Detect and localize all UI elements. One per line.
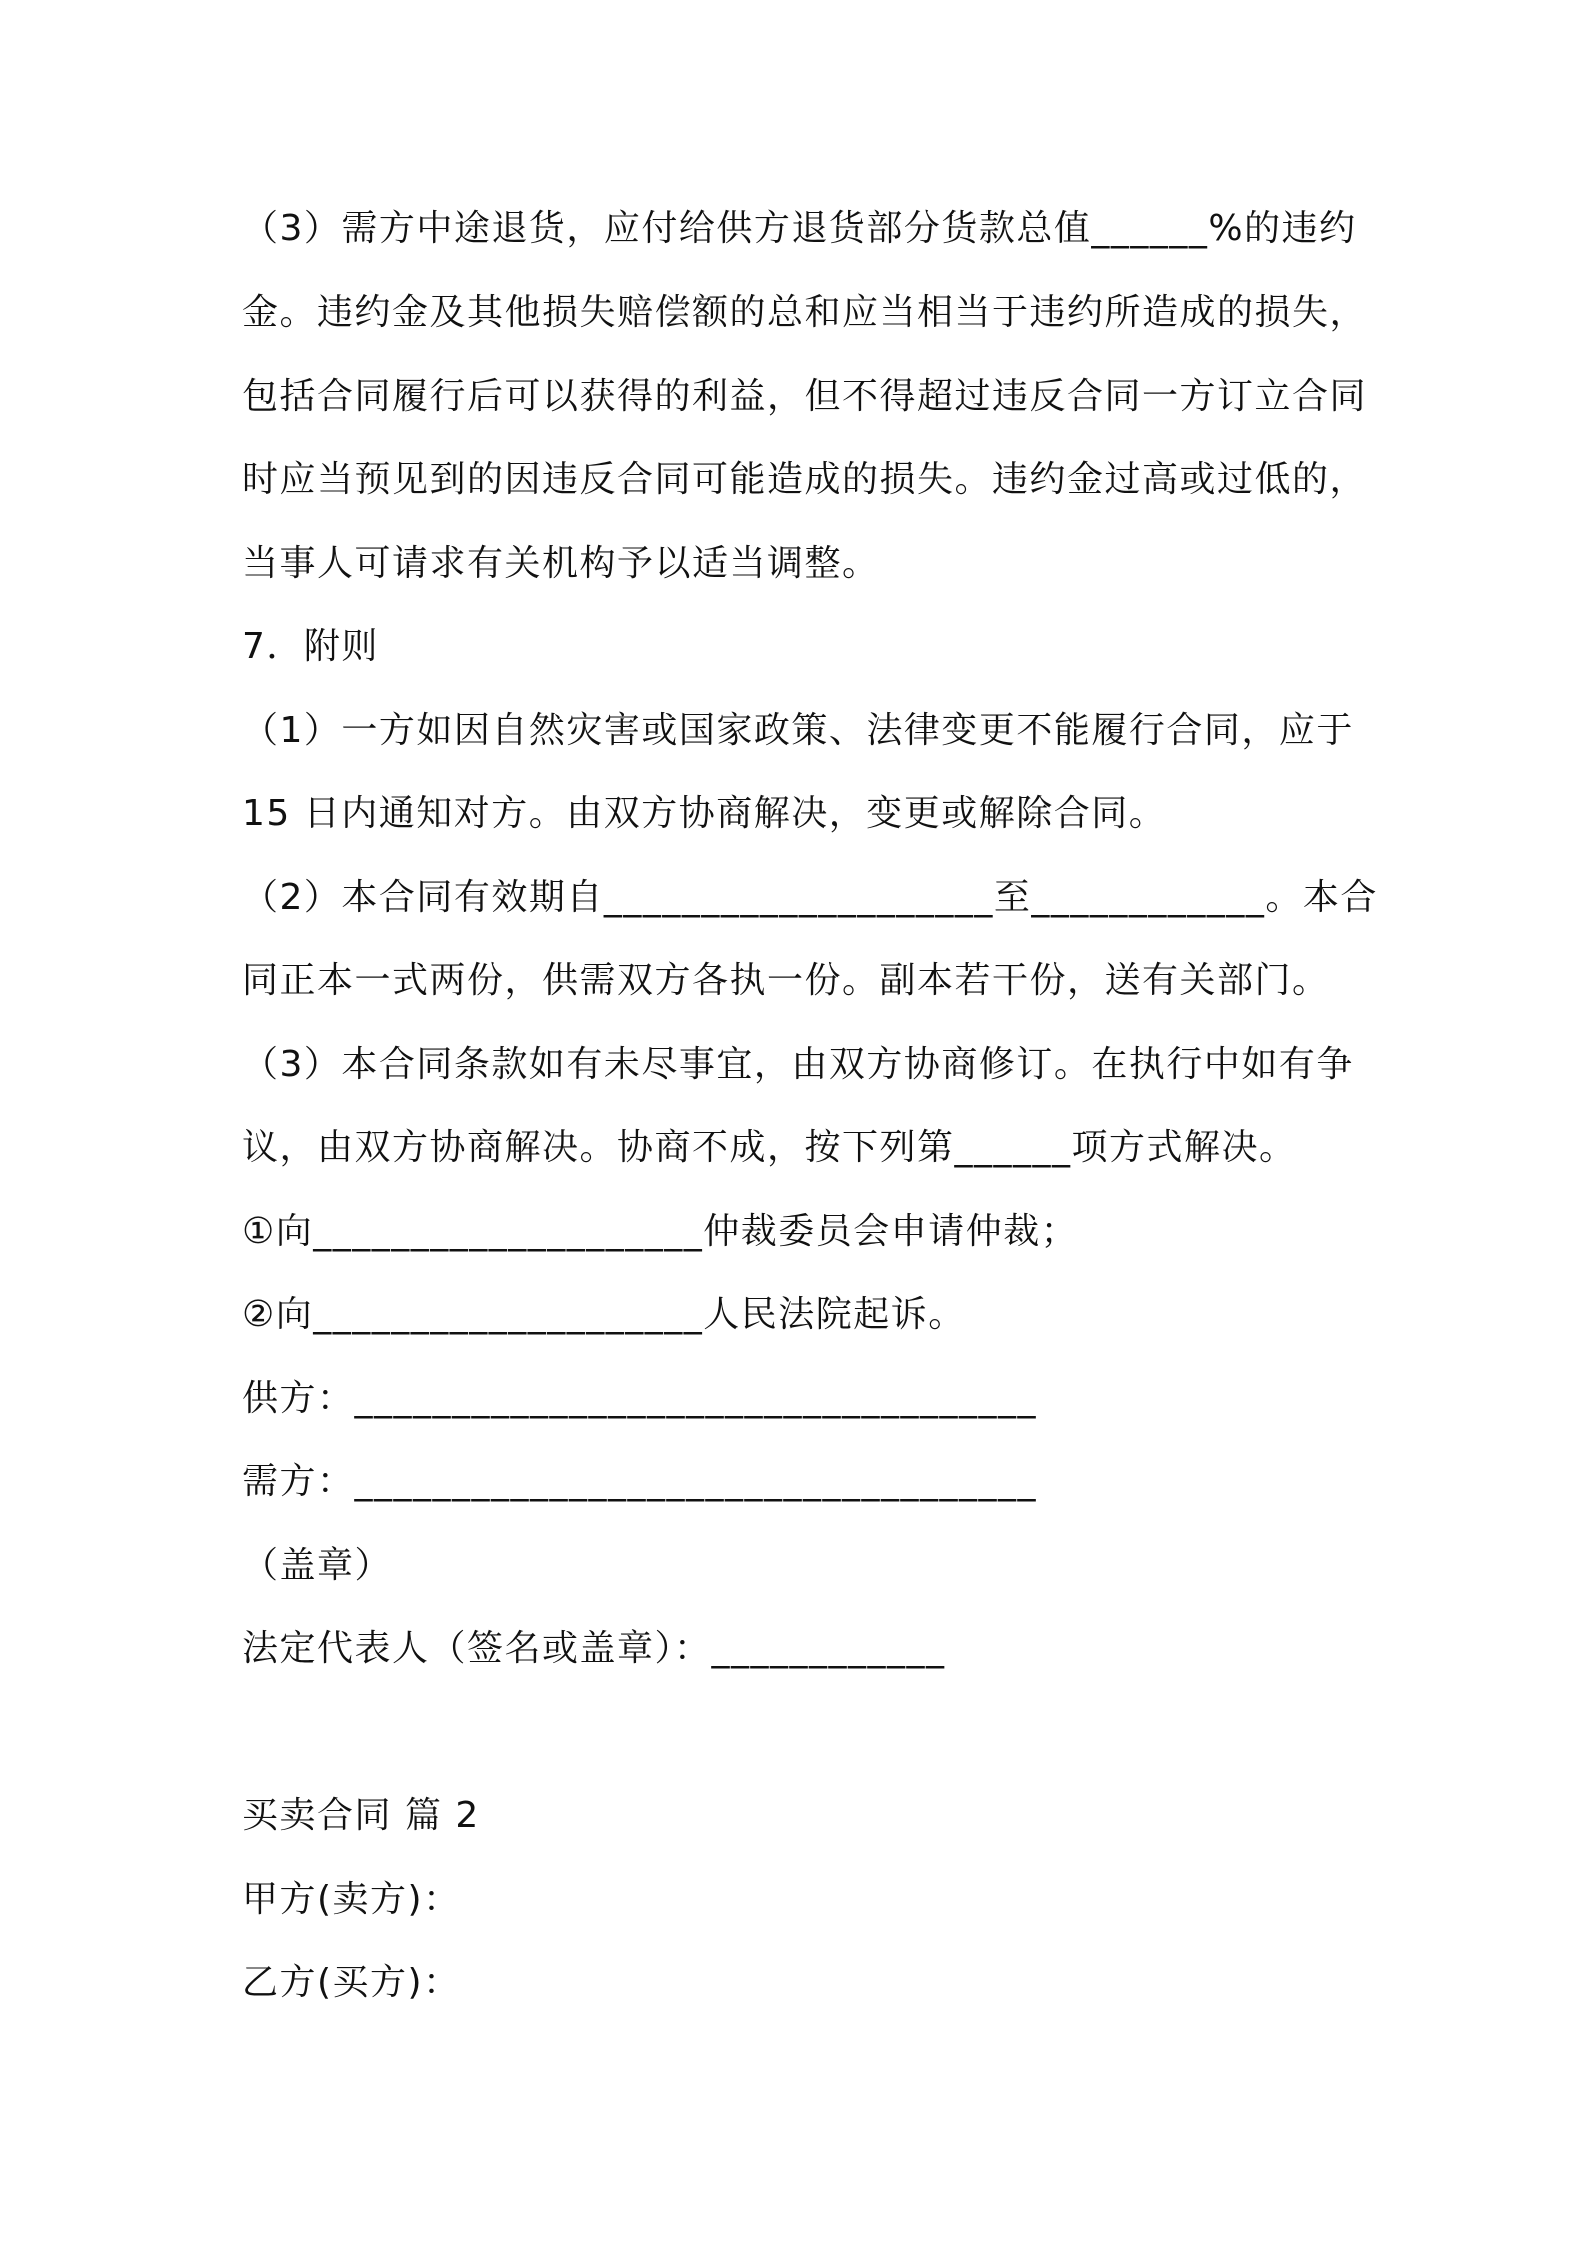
- legal-representative-line: 法定代表人（签名或盖章）：____________: [242, 1628, 946, 1669]
- contract-2-title: 买卖合同 篇 2: [242, 1795, 480, 1836]
- dispute-option-court: ②向____________________人民法院起诉。: [242, 1294, 966, 1335]
- clause-3-return-penalty-line-4: 时应当预见到的因违反合同可能造成的损失。违约金过高或过低的，: [242, 459, 1368, 500]
- supplier-signature-line: 供方：___________________________________: [242, 1378, 1038, 1419]
- appendix-clause-1-line-1: （1）一方如因自然灾害或国家政策、法律变更不能履行合同，应于: [242, 710, 1354, 751]
- appendix-clause-2-line-2: 同正本一式两份，供需双方各执一份。副本若干份，送有关部门。: [242, 960, 1330, 1001]
- dispute-option-arbitration: ①向____________________仲裁委员会申请仲裁；: [242, 1211, 1079, 1252]
- clause-3-return-penalty-line-2: 金。违约金及其他损失赔偿额的总和应当相当于违约所造成的损失，: [242, 292, 1368, 333]
- clause-3-return-penalty-line-3: 包括合同履行后可以获得的利益，但不得超过违反合同一方订立合同: [242, 376, 1368, 417]
- appendix-clause-2-line-1: （2）本合同有效期自____________________至____________。本合: [242, 877, 1378, 918]
- party-a-seller-label: 甲方(卖方)：: [242, 1879, 461, 1920]
- party-b-buyer-label: 乙方(买方)：: [242, 1962, 461, 2003]
- appendix-clause-1-line-2: 15 日内通知对方。由双方协商解决，变更或解除合同。: [242, 793, 1167, 834]
- appendix-clause-3-line-1: （3）本合同条款如有未尽事宜，由双方协商修订。在执行中如有争: [242, 1044, 1354, 1085]
- clause-3-return-penalty-line-5: 当事人可请求有关机构予以适当调整。: [242, 543, 880, 584]
- buyer-signature-line: 需方：___________________________________: [242, 1461, 1038, 1502]
- section-7-heading: 7．附则: [242, 626, 379, 667]
- appendix-clause-3-line-2: 议，由双方协商解决。协商不成，按下列第______项方式解决。: [242, 1127, 1297, 1168]
- seal-label: （盖章）: [242, 1545, 393, 1586]
- clause-3-return-penalty-line-1: （3）需方中途退货，应付给供方退货部分货款总值______%的违约: [242, 208, 1357, 249]
